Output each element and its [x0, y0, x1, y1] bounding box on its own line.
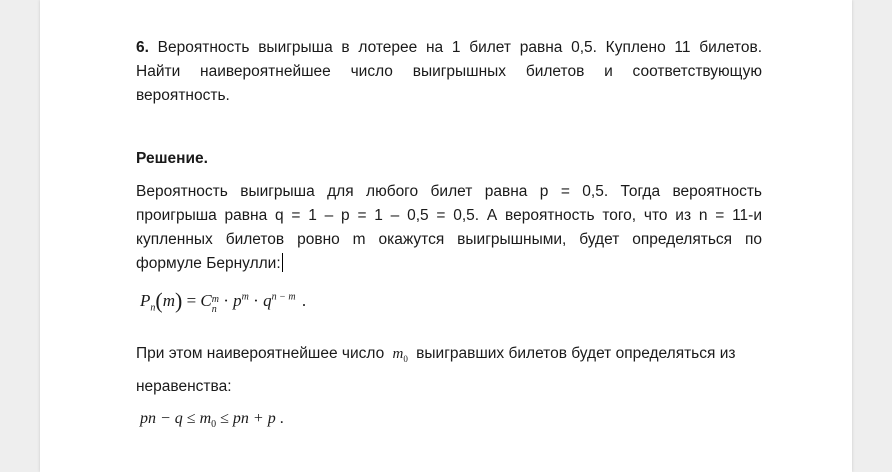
solution-line-1: Вероятность выигрыша для любого билет равна p = 0,5. Тогда вероятность — [136, 183, 762, 200]
problem-line-3: вероятность. — [136, 87, 230, 104]
m0-symbol: $m_0$ — [392, 346, 408, 364]
most-probable-text — [136, 342, 776, 399]
solution-line-2: проигрыша равна q = 1 – p = 1 – 0,5 = 0,5. А вероятность того, что из n = 11-и — [136, 207, 762, 224]
solution-line-3: купленных билетов ровно m окажутся выигрышными, будет определяться по — [136, 231, 762, 248]
problem-line-2: Найти наивероятнейшее число выигрышных билетов и соответствующую — [136, 63, 762, 80]
solution-paragraph — [136, 180, 762, 276]
document-page — [40, 0, 852, 472]
problem-paragraph — [136, 36, 762, 108]
solution-heading: Решение. — [136, 150, 208, 167]
problem-number: 6. — [136, 39, 149, 56]
solution-heading-block — [136, 147, 762, 171]
problem-statement — [136, 36, 762, 108]
problem-line-1: 6. Вероятность выигрыша в лотерее на 1 билет равна 0,5. Куплено 11 билетов. — [136, 39, 762, 56]
solution-line-4: формуле Бернулли: — [136, 252, 762, 276]
solution-body — [136, 180, 762, 276]
inequality-formula: pn − $q \le m_0$ ≤ pn + p . — [140, 410, 284, 431]
most-probable-paragraph: При этом наивероятнейшее число $m_0$ выигравших билетов будет определяться из неравенства: — [136, 345, 736, 395]
text-cursor — [282, 253, 284, 272]
bernoulli-formula: $P_n(m) = C$ m n · $p^m \cdot q^{n - m}$ . — [140, 288, 307, 315]
